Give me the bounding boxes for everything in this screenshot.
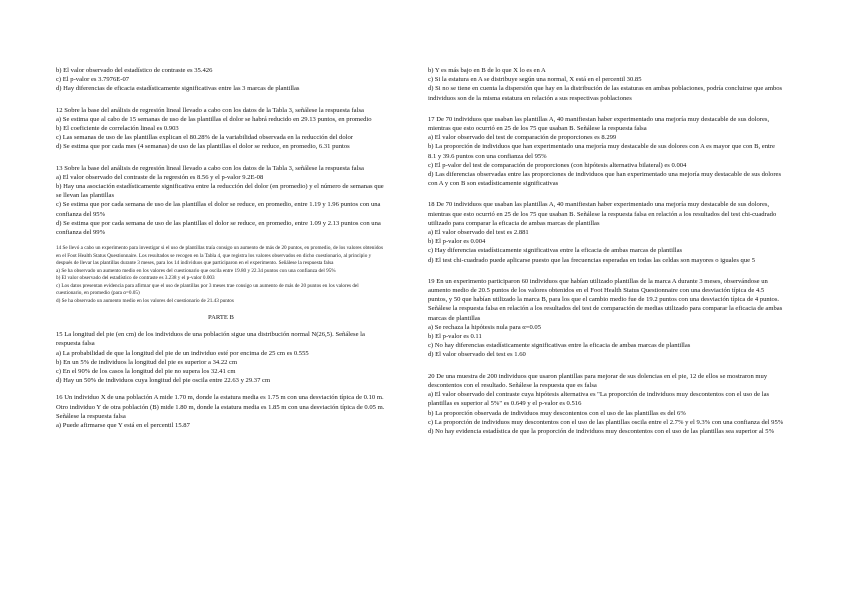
option-b: b) El p-valor es 0.004 (428, 238, 486, 246)
question-12 (56, 106, 386, 152)
option-d: d) Se estima que por cada semana de uso de las plantillas el dolor se reduce, en promedio, entre 1.09 y 2.13 puntos con una confianza del 99% (56, 219, 381, 237)
option-c: c) No hay diferencias estadísticamente significativas entre la eficacia de ambas marcas de plantillas (428, 342, 691, 350)
option-a: a) El valor observado del test es 2.881 (428, 229, 529, 237)
question-stem: 19 En un experimento participaron 60 individuos que habían utilizado plantillas de la marca A durante 3 meses, observándose un aumento medio de 20.5 puntos de los valores obtenidos en el Foot Health Status Questionnaire con una desviación típica de 4.5 puntos, y 50 que habían utilizado la marca B, para los que el cambio medio fue de 19.2 puntos con una desviación típica de 4 puntos. Señálese la respuesta falsa en relación a los resultados del test de comparación de medias utilizado para comparar la eficacia de ambas marcas de plantillas (428, 277, 783, 322)
option-a: a) Puede afirmarse que Y está en el percentil 15.87 (56, 422, 190, 430)
question-18 (428, 200, 784, 264)
question-16 (56, 393, 386, 430)
option-d: d) Se estima que por cada mes (4 semanas) de uso de las plantillas el dolor se reduce, en promedio, 6.31 puntos (56, 143, 350, 151)
option-c: c) Los datos presentan evidencia para afirmar que el uso de plantillas por 3 meses trae consigo un aumento de más de 20 puntos en los valores del cuestionario, en promedio (para α=0.05) (56, 282, 359, 297)
option-c: c) Se estima que por cada semana de uso de las plantillas el dolor se reduce, en promedio, entre 1.19 y 1.96 puntos con una confianza del 95% (56, 201, 381, 218)
option-d: d) Las diferencias observadas entre las proporciones de individuos que han experimentado una mejoría muy destacable de sus dolores con A y con B son estadísticamente significativas (428, 171, 782, 188)
option-d: d) Se ha observado un aumento medio en los valores del cuestionario de 21.43 puntos (56, 297, 234, 304)
option-a: a) Se ha observado un aumento medio en los valores del cuestionario que oscila entre 19.80 y 22.34 puntos con una confianza del 95% (56, 267, 336, 274)
left-column (56, 66, 386, 438)
option-d: d) No hay evidencia estadística de que la proporción de individuos muy descontentos con el uso de las plantillas sea superior al 5% (428, 427, 775, 435)
question-17 (428, 115, 784, 189)
question-stem: 15 La longitud del pie (en cm) de los individuos de una población sigue una distribución normal N(26,5). Señálese la respuesta falsa (56, 331, 365, 348)
option-d: d) El test chi-cuadrado puede aplicarse puesto que las frecuencias esperadas en todas las celdas son mayores o iguales que 5 (428, 256, 755, 264)
option-d: d) Hay un 50% de individuos cuya longitud del pie oscila entre 22.63 y 29.37 cm (56, 377, 271, 385)
option-d: d) El valor observado del test es 1.60 (428, 351, 526, 359)
option-a: a) El valor observado del contraste de la regresión es 8.56 y el p-valor 9.2E-08 (56, 173, 264, 181)
option-c: c) Hay diferencias estadísticamente significativas entre la eficacia de ambas marcas de plantillas (428, 247, 683, 255)
question-stem: 14 Se llevó a cabo un experimento para investigar si el uso de plantillas traía consigo un aumento de más de 20 puntos, en promedio, de los valores obtenidos en el Foot Health Status Questionnaire. Los resultados se recogen en la Tabla 4, que registra los valores observados en dicho cuestionario, al principio y después de llevar las plantillas durante 3 meses, para los 14 individuos que participaron en el experimento. Señálese la respuesta falsa (56, 245, 384, 267)
option-b: b) El p-valor es 0.11 (428, 333, 482, 341)
question-14 (56, 245, 386, 305)
right-column (428, 66, 784, 444)
question-13 (56, 164, 386, 238)
option-c: c) Las semanas de uso de las plantillas explican el 80.28% de la variabilidad observada en la reducción del dolor (56, 134, 353, 142)
option-a: a) El valor observado del test de comparación de proporciones es 8.299 (428, 134, 617, 142)
question-stem: 18 De 70 individuos que usaban las plantillas A, 40 manifiestan haber experimentado una mejoría muy destacable de sus dolores, mientras que esto ocurrió en 25 de los 75 que usaban B. Señálese la respuesta falsa en relación a los resultados del test chi-cuadrado utilizado para comparar la eficacia de ambas marcas de plantillas (428, 201, 777, 227)
option-c: c) El p-valor del test de comparación de proporciones (con hipótesis alternativa bilateral) es 0.004 (428, 161, 687, 169)
option-a: a) Se estima que al cabo de 15 semanas de uso de las plantillas el dolor se habrá reducido en 29.13 puntos, en promedio (56, 115, 372, 123)
option-c: c) Si la estatura en A se distribuye según una normal, X está en el percentil 30.85 (428, 76, 642, 84)
option-b: b) En un 5% de individuos la longitud del pie es superior a 34.22 cm (56, 358, 238, 366)
question-stem: 12 Sobre la base del análisis de regresión lineal llevado a cabo con los datos de la Tabla 3, señálese la respuesta falsa (56, 106, 364, 114)
option-c: c) En el 90% de los casos la longitud del pie no supera los 32.41 cm (56, 368, 236, 376)
option-b: b) El valor observado del estadístico de contraste es 3.238 y el p-valor 0.003 (56, 275, 215, 282)
question-11-continuation (56, 66, 386, 94)
option-b: b) La proporción de individuos que han experimentado una mejoría muy destacable de sus dolores con A es mayor que con B, entre 8.1 y 39.6 puntos con una confianza del 95% (428, 143, 775, 160)
option-c: c) La proporción de individuos muy descontentos con el uso de las plantillas oscila entre el 2.7% y el 9.3% con una confianza del 95% (428, 418, 784, 426)
section-heading-part-b: PARTE B (208, 314, 234, 322)
option-b: b) Hay una asociación estadísticamente significativa entre la reducción del dolor (en promedio) y el número de semanas que se llevan las plantillas (56, 183, 384, 200)
option-a: a) La probabilidad de que la longitud del pie de un individuo esté por encima de 25 cm es 0.555 (56, 349, 309, 357)
question-stem: 13 Sobre la base del análisis de regresión lineal llevado a cabo con los datos de la Tabla 3, señálese la respuesta falsa (56, 164, 364, 172)
option-b: b) La proporción observada de individuos muy descontentos con el uso de las plantillas es del 6% (428, 409, 686, 417)
option-b: b) El coeficiente de correlación lineal es 0.903 (56, 125, 179, 133)
question-stem: 20 De una muestra de 200 individuos que usaron plantillas para mejorar de sus dolencias en el pie, 12 de ellos se mostraron muy descontentos con el resultado. Señálese la respuesta que es falsa (428, 372, 768, 389)
option-a: a) El valor observado del contraste cuya hipótesis alternativa es "La proporción de individuos muy descontentos con el uso de las plantillas es superior al 5%" es 0.649 y el p-valor es 0.516 (428, 391, 770, 408)
question-15 (56, 330, 386, 385)
question-16-continuation (428, 66, 784, 103)
option-b: b) Y es más bajo en B de lo que X lo es en A (428, 67, 546, 74)
option-d: d) Si no se tiene en cuenta la dispersión que hay en la distribución de las estaturas en ambas poblaciones, podría concluirse que ambos individuos son de la misma estatura en relación a sus respectivas poblaciones (428, 85, 783, 102)
option-text: b) El valor observado del estadístico de contraste es 35.426 (56, 67, 213, 74)
question-stem: 16 Un individuo X de una población A mide 1.70 m, donde la estatura media es 1.75 m con una desviación típica de 0.10 m. Otro individuo Y de otra población (B) mide 1.80 m, donde la estatura media es 1.85 m con una desviación típica de 0.05 m. Señálese la respuesta falsa (56, 394, 385, 420)
option-a: a) Se rechaza la hipótesis nula para α=0.05 (428, 323, 541, 331)
question-stem: 17 De 70 individuos que usaban las plantillas A, 40 manifiestan haber experimentado una mejoría muy destacable de sus dolores, mientras que esto ocurrió en 25 de los 75 que usaban B. Señálese la respuesta falsa (428, 115, 770, 133)
option-text: c) El p-valor es 3.7976E-07 (56, 76, 130, 84)
question-19 (428, 277, 784, 360)
question-20 (428, 372, 784, 436)
option-text: d) Hay diferencias de eficacia estadísticamente significativas entre las 3 marcas de plantillas (56, 85, 300, 93)
